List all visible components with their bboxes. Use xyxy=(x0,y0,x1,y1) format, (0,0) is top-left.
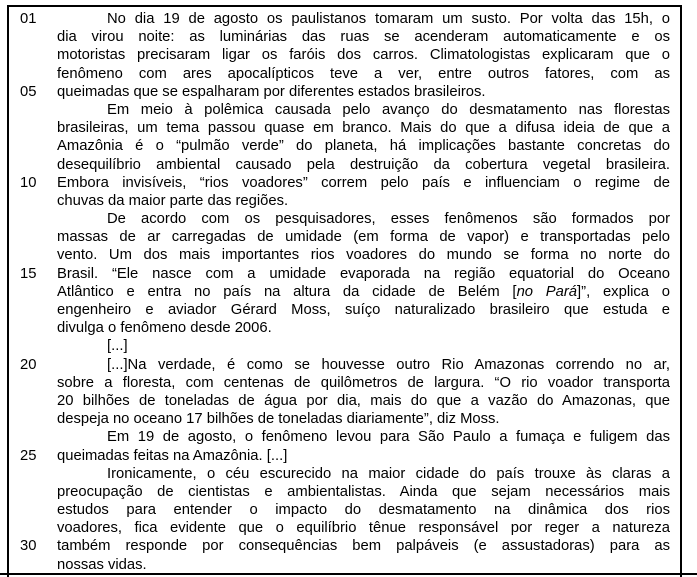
text-line-row xyxy=(9,319,680,337)
line-number xyxy=(9,337,57,355)
line-number: 05 xyxy=(20,83,37,100)
text-line-row xyxy=(9,483,680,501)
text-line-row xyxy=(9,156,680,174)
text-line-row xyxy=(9,210,680,228)
line-text: Brasil. “Ele nasce com a umidade evaporada na região equatorial do Oceano xyxy=(57,265,670,282)
line-text: fenômeno com ares apocalípticos teve a ver, entre outros fatores, com as xyxy=(57,65,670,82)
text-line-row xyxy=(9,501,680,519)
text-line-row xyxy=(9,447,680,465)
line-number xyxy=(9,156,57,174)
text-line-row xyxy=(9,228,680,246)
line-number xyxy=(9,374,57,392)
text-line-row xyxy=(9,192,680,210)
line-number xyxy=(9,519,57,537)
text-line-row xyxy=(9,101,680,119)
line-number: 15 xyxy=(20,265,37,282)
line-number xyxy=(9,556,57,574)
text-line-row xyxy=(9,410,680,428)
line-number: 25 xyxy=(20,447,37,464)
line-number xyxy=(9,46,57,64)
text-line-row xyxy=(9,519,680,537)
line-number: 01 xyxy=(20,11,37,27)
line-text-italic-segment: no Pará xyxy=(516,283,578,300)
line-text: Em 19 de agosto, o fenômeno levou para São Paulo a fumaça e fuligem das xyxy=(107,429,670,446)
line-text: Embora invisíveis, “rios voadores” correm pelo país e influenciam o regime de xyxy=(57,174,670,191)
line-text: queimadas feitas na Amazônia. [...] xyxy=(57,447,288,464)
line-text: desequilíbrio ambiental causado pela destruição da cobertura vegetal brasileira. xyxy=(57,156,670,173)
line-text: engenheiro e aviador Gérard Moss, suíço naturalizado brasileiro que estuda e xyxy=(57,302,670,318)
line-text-segment: Atlântico e entra no país na altura da cidade de Belém [ xyxy=(57,283,517,300)
line-number xyxy=(9,501,57,519)
text-line-row xyxy=(9,301,680,319)
line-number xyxy=(9,210,57,228)
text-line-row xyxy=(9,10,680,28)
text-line-row xyxy=(9,246,680,264)
line-text: estudos para entender o impacto do desmatamento na dinâmica dos rios xyxy=(57,502,670,519)
line-text: preocupação de cientistas e ambientalistas. Ainda que sejam necessários mais xyxy=(57,483,670,500)
line-text: também responde por consequências bem palpáveis (e assustadoras) para as xyxy=(57,538,670,555)
line-text-segment: ]”, explica o xyxy=(577,283,670,300)
line-text: 20 bilhões de toneladas de água por dia, mais do que a vazão do Amazonas, que xyxy=(57,392,670,409)
line-text: [...] xyxy=(107,338,128,355)
text-line-row xyxy=(9,537,680,555)
line-number: 30 xyxy=(20,538,37,555)
line-number xyxy=(9,246,57,264)
text-lines-container xyxy=(9,7,680,574)
text-line-row xyxy=(9,28,680,46)
line-text: Em meio à polêmica causada pelo avanço do desmatamento nas florestas xyxy=(107,101,670,118)
text-line-row xyxy=(9,137,680,155)
text-line-row xyxy=(9,119,680,137)
line-text: despeja no oceano 17 bilhões de toneladas diariamente”, diz Moss. xyxy=(57,411,500,428)
text-line-row xyxy=(9,265,680,283)
line-text: brasileiras, um tema passou quase em branco. Mais do que a difusa ideia de que a xyxy=(57,120,670,137)
line-number xyxy=(9,283,57,301)
text-line-row xyxy=(9,392,680,410)
text-line-row xyxy=(9,356,680,374)
line-number xyxy=(9,228,57,246)
line-text: chuvas da maior parte das regiões. xyxy=(57,192,289,209)
line-text: [...]Na verdade, é como se houvesse outro Rio Amazonas correndo no ar, xyxy=(107,356,670,373)
line-text: massas de ar carregadas de umidade (em forma de vapor) e transportadas pelo xyxy=(57,229,670,246)
line-text: Ironicamente, o céu escurecido na maior cidade do país trouxe às claras a xyxy=(107,465,670,482)
line-number: 10 xyxy=(20,174,37,191)
line-text: vento. Um dos mais importantes rios voadores do mundo se forma no norte do xyxy=(57,247,670,264)
text-line-row xyxy=(9,283,680,301)
text-line-row xyxy=(9,337,680,355)
line-number xyxy=(9,301,57,319)
text-line-row xyxy=(9,83,680,101)
line-number xyxy=(9,65,57,83)
text-line-row xyxy=(9,46,680,64)
line-text: voadores, fica evidente que o equilíbrio tênue responsável por reger a natureza xyxy=(57,520,670,537)
text-line-row xyxy=(9,556,680,574)
line-text: De acordo com os pesquisadores, esses fenômenos são formados por xyxy=(107,211,670,228)
line-number xyxy=(9,319,57,337)
line-number xyxy=(9,483,57,501)
line-number xyxy=(9,137,57,155)
text-frame xyxy=(7,5,682,577)
bottom-border-line xyxy=(0,573,697,575)
line-number xyxy=(9,192,57,210)
line-number xyxy=(9,392,57,410)
line-number: 20 xyxy=(20,356,37,373)
line-text xyxy=(57,283,670,301)
line-text: sobre a floresta, com centenas de quilômetros de largura. “O rio voador transporta xyxy=(57,374,670,391)
text-line-row xyxy=(9,428,680,446)
line-text: No dia 19 de agosto os paulistanos tomaram um susto. Por volta das 15h, o xyxy=(107,11,670,27)
text-line-row xyxy=(9,174,680,192)
line-text: dia virou noite: as luminárias das ruas se acenderam automaticamente e os xyxy=(57,29,670,46)
text-line-row xyxy=(9,65,680,83)
text-line-row xyxy=(9,465,680,483)
line-number xyxy=(9,465,57,483)
line-text: Amazônia é o “pulmão verde” do planeta, há implicações bastante concretas do xyxy=(57,138,670,155)
line-text: nossas vidas. xyxy=(57,556,147,573)
line-number xyxy=(9,28,57,46)
line-number xyxy=(9,410,57,428)
line-number xyxy=(9,119,57,137)
line-number xyxy=(9,101,57,119)
line-text: queimadas que se espalharam por diferentes estados brasileiros. xyxy=(57,83,486,100)
text-line-row xyxy=(9,374,680,392)
line-number xyxy=(9,428,57,446)
line-text: divulga o fenômeno desde 2006. xyxy=(57,320,272,337)
line-text: motoristas precisaram ligar os faróis dos carros. Climatologistas explicaram que o xyxy=(57,47,670,64)
